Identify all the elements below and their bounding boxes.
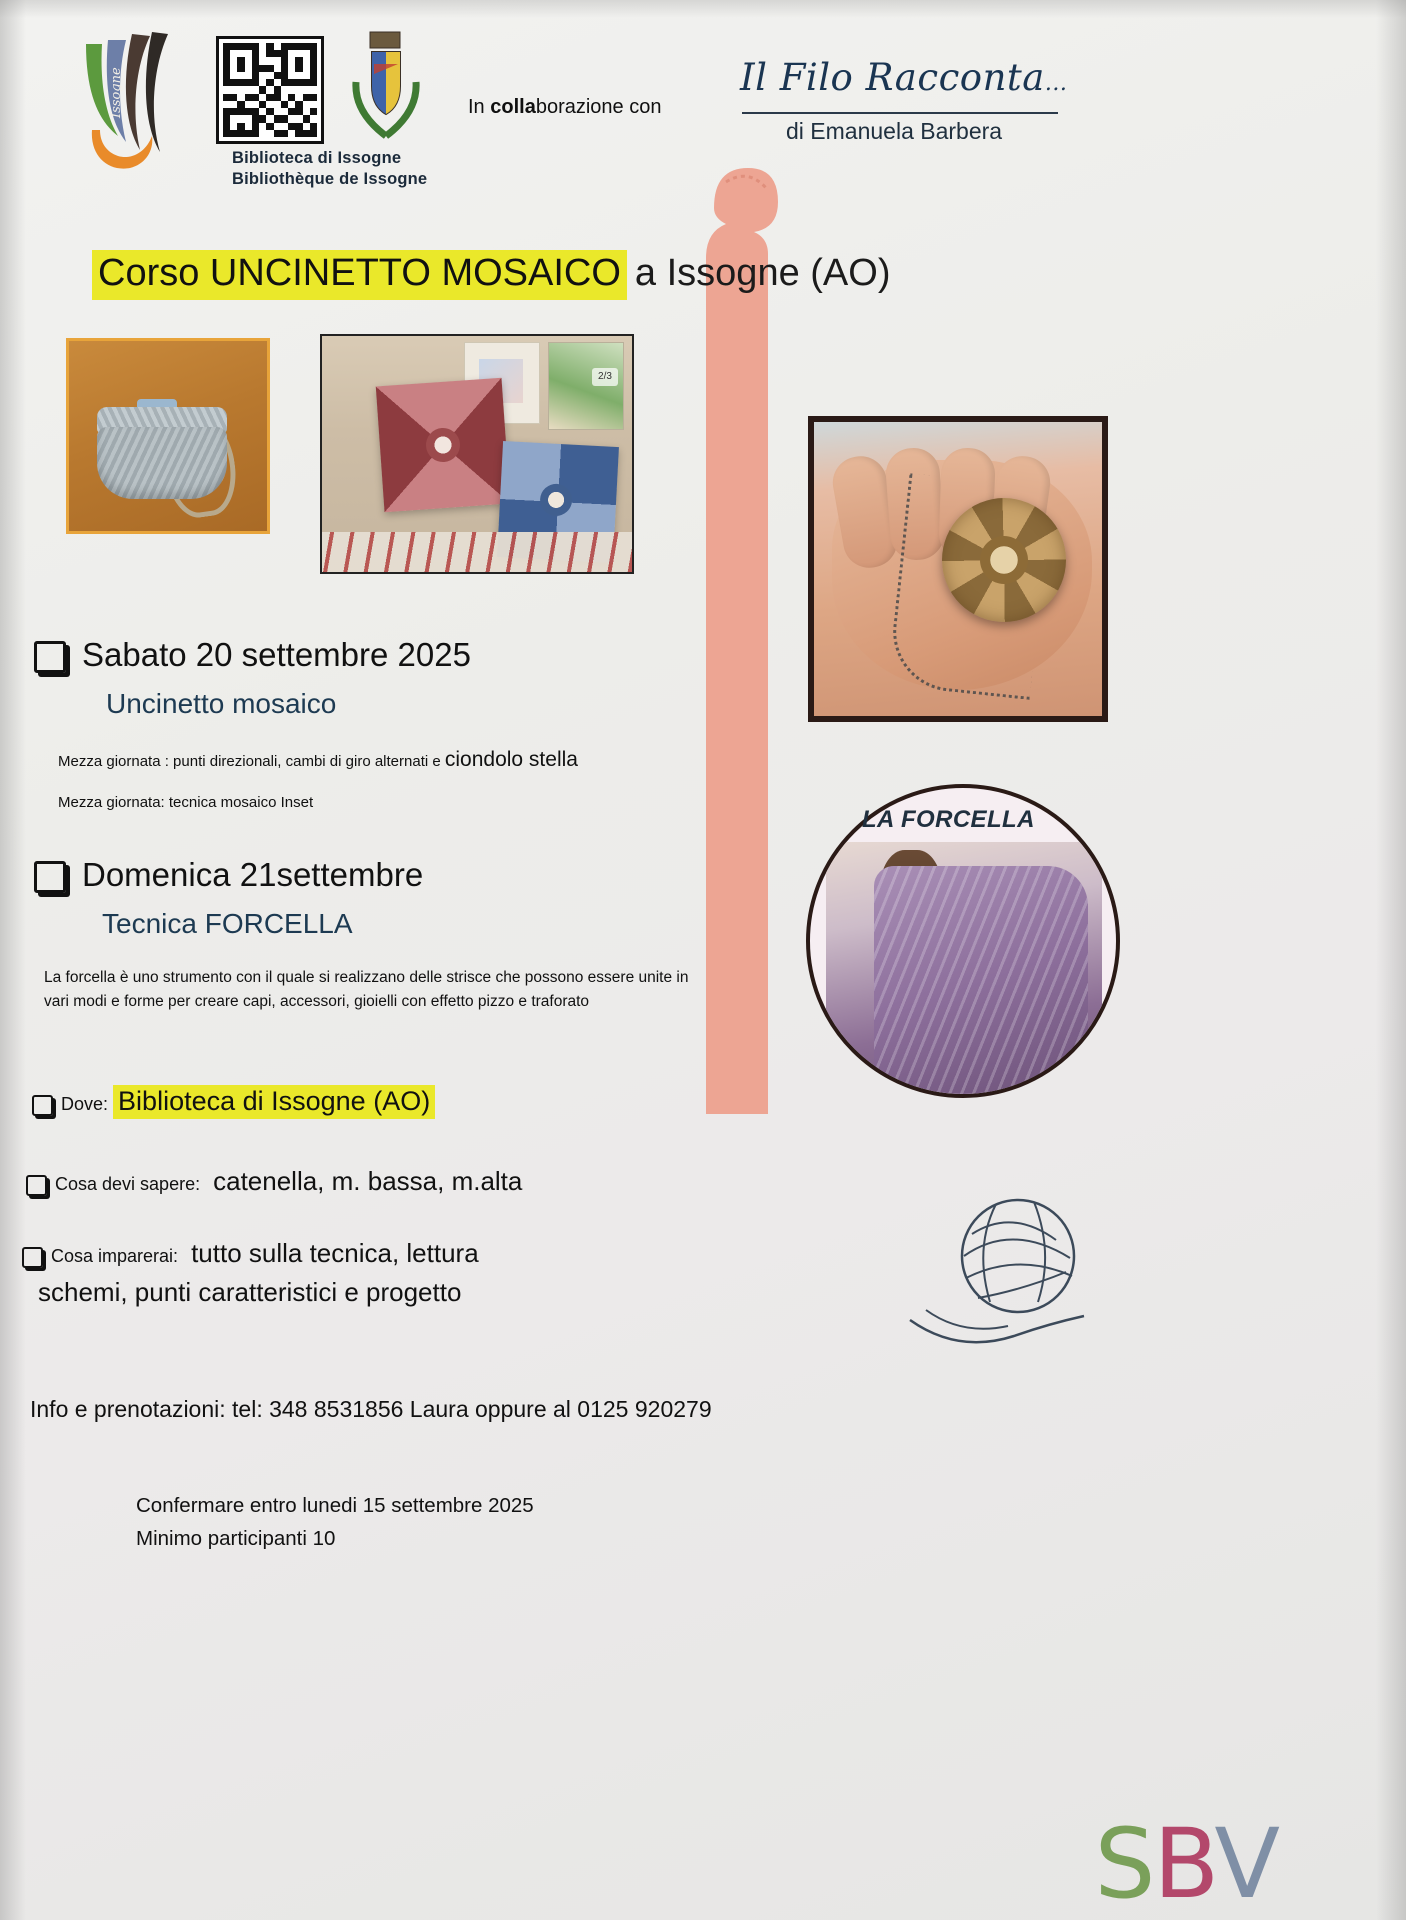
day-2-paragraph-line-1: La forcella è uno strumento con il quale si realizzano delle strisce che possono essere unite — [44, 969, 673, 986]
checkbox-icon — [26, 1175, 47, 1196]
day-2-date: Domenica 21settembre — [82, 856, 424, 893]
day-1-note-1-emphasis: ciondolo stella — [444, 748, 578, 771]
day-1-note-2: Mezza giornata: tecnica mosaico Inset — [58, 794, 314, 811]
brand-subtitle: di Emanuela Barbera — [786, 118, 1003, 144]
day-1-date: Sabato 20 settembre 2025 — [82, 636, 471, 673]
detail-where — [32, 1086, 435, 1117]
striped-cloth — [322, 532, 632, 572]
crochet-hook-graphic — [700, 158, 782, 1126]
bag-body — [97, 427, 227, 499]
brand-name — [740, 56, 1090, 99]
library-caption-it: Biblioteca di Issogne — [232, 149, 402, 167]
day-1-note-1-small: Mezza giornata : punti direzionali, cambi di giro alternati e — [58, 753, 445, 770]
detail-outcomes-label: Cosa imparerai: — [51, 1246, 179, 1266]
confirm-deadline: Confermare entro lunedi 15 settembre 2025 — [136, 1494, 534, 1517]
collab-bold: colla — [490, 96, 536, 118]
page-title-rest: a Issogne (AO) — [634, 252, 891, 294]
collaboration-text — [468, 96, 661, 119]
library-caption-fr: Bibliothèque de Issogne — [232, 170, 428, 189]
paper-edge-shadow-top — [0, 0, 1406, 18]
checkbox-icon — [34, 861, 66, 893]
detail-prerequisites-value: catenella, m. bassa, m.alta — [213, 1166, 523, 1196]
sbv-letter-b: B — [1153, 1808, 1215, 1920]
detail-outcomes — [22, 1238, 662, 1308]
sbv-letter-v: V — [1214, 1808, 1278, 1920]
mosaic-square-red — [376, 378, 510, 512]
forcella-photo-inner — [826, 842, 1102, 1092]
collab-prefix: In — [468, 96, 491, 118]
qr-code-icon — [216, 36, 324, 144]
checkbox-icon — [32, 1095, 53, 1116]
photo-mosaic-squares — [320, 334, 634, 574]
day-2-heading — [34, 856, 704, 894]
green-fabric-sample — [548, 342, 624, 430]
day-1-heading — [34, 636, 578, 674]
collab-suffix: borazione con — [535, 96, 662, 118]
paper-edge-shadow-right — [1376, 0, 1406, 1920]
detail-where-label: Dove: — [61, 1094, 109, 1114]
brand-name-dots: ... — [1044, 71, 1068, 96]
checkbox-icon — [34, 641, 66, 673]
page-title-highlight: Corso UNCINETTO MOSAICO — [92, 250, 627, 300]
confirmation-info — [136, 1490, 534, 1556]
day-1-subtitle: Uncinetto mosaico — [106, 688, 337, 719]
brand-underline — [742, 112, 1058, 114]
detail-outcomes-value-line-1: tutto sulla tecnica, lettura — [191, 1238, 479, 1268]
day-1-note-1 — [58, 748, 578, 772]
svg-text:Issogne: Issogne — [109, 67, 124, 118]
detail-prerequisites-label: Cosa devi sapere: — [55, 1174, 201, 1194]
contact-info: Info e prenotazioni: tel: 348 8531856 Laura oppure al 0125 920279 — [30, 1396, 712, 1422]
day-2-subtitle: Tecnica FORCELLA — [102, 908, 353, 939]
program-day-1 — [34, 636, 578, 811]
checkbox-icon — [22, 1247, 43, 1268]
day-2-paragraph-line-2: in vari modi e forme per creare capi, accessori, gioielli con effetto pizzo e traforato — [44, 969, 689, 1011]
photo-star-pendant — [808, 416, 1108, 722]
sbv-leaf-logo — [74, 26, 184, 176]
page-badge: 2/3 — [592, 368, 618, 386]
brand-name-text: Il Filo Racconta — [740, 56, 1045, 99]
forcella-caption: LA FORCELLA — [862, 806, 1035, 833]
detail-where-value: Biblioteca di Issogne (AO) — [113, 1085, 435, 1119]
day-2-paragraph — [44, 966, 704, 1014]
lace-shawl — [874, 866, 1088, 1094]
detail-outcomes-value-line-2: schemi, punti caratteristici e progetto — [38, 1277, 462, 1307]
star-medallion — [942, 498, 1066, 622]
program-day-2 — [34, 856, 704, 1014]
page-title — [92, 250, 890, 300]
minimum-participants: Minimo participanti 10 — [136, 1526, 336, 1550]
yarn-ball-icon — [900, 1190, 1100, 1360]
detail-prerequisites — [26, 1166, 522, 1197]
paper-edge-shadow-left — [0, 0, 26, 1920]
photo-crochet-bag — [66, 338, 270, 534]
sbv-letter-s: S — [1094, 1808, 1154, 1920]
library-caption — [232, 148, 462, 190]
sbv-wordmark — [1094, 1808, 1278, 1920]
issogne-coat-of-arms — [344, 30, 428, 148]
